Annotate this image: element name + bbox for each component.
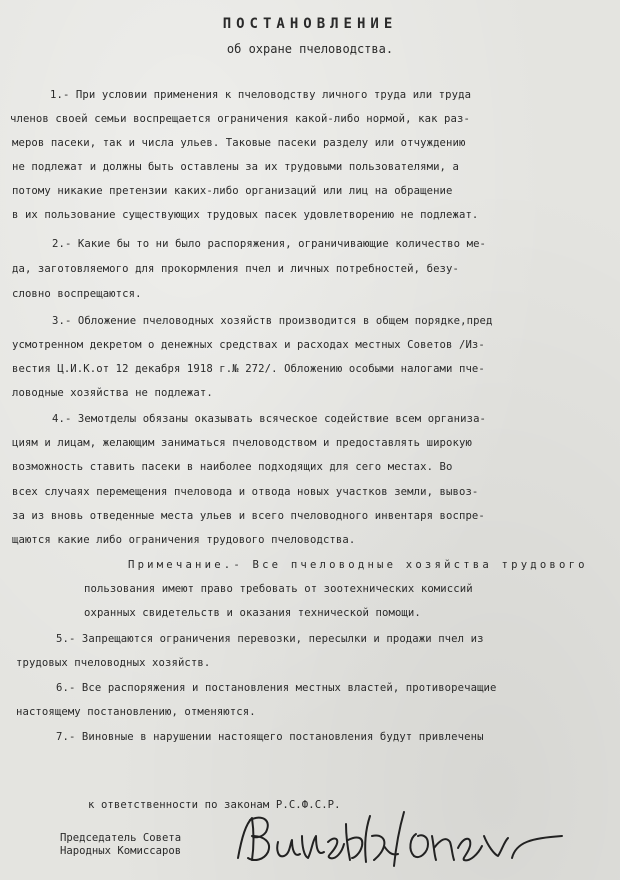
- text-line: 4.- Земотделы обязаны оказывать всяческое содействие всем организа-: [52, 413, 487, 425]
- text-line: членов своей семьи воспрещается ограничения какой-либо нормой, как раз-: [10, 113, 470, 125]
- note-line: охранных свидетельств и оказания технической помощи.: [84, 607, 421, 619]
- text-line: 2.- Какие бы то ни было распоряжения, ограничивающие количество ме-: [52, 238, 487, 250]
- note-line: пользования имеют право требовать от зоотехнических комиссий: [84, 583, 473, 595]
- text-line: вестия Ц.И.К.от 12 декабря 1918 г.№ 272/. Обложению особыми налогами пче-: [12, 363, 485, 375]
- signatory-title: Народных Комиссаров: [60, 845, 182, 857]
- text-line: за из вновь отведенные места ульев и всего пчеловодного инвентаря воспре-: [12, 510, 485, 522]
- text-line: ловодные хозяйства не подлежат.: [12, 387, 213, 399]
- text-line: не подлежат и должны быть оставлены за их трудовыми пользователями, а: [12, 161, 459, 173]
- note-line: Примечание.- Все пчеловодные хозяйства трудового: [128, 559, 588, 571]
- text-line: 5.- Запрещаются ограничения перевозки, пересылки и продажи пчел из: [56, 633, 484, 645]
- text-line: 6.- Все распоряжения и постановления местных властей, противоречащие: [56, 682, 497, 694]
- text-line: настоящему постановлению, отменяются.: [16, 706, 256, 718]
- text-line: меров пасеки, так и числа ульев. Таковые пасеки разделу или отчуждению: [12, 137, 466, 149]
- text-line: да, заготовляемого для прокормления пчел и личных потребностей, безу-: [12, 263, 459, 275]
- text-line: 3.- Обложение пчеловодных хозяйств производится в общем порядке,пред: [52, 315, 493, 327]
- text-line: 1.- При условии применения к пчеловодству личного труда или труда: [50, 89, 472, 101]
- text-line: возможность ставить пасеки в наиболее подходящих для сего местах. Во: [12, 461, 453, 473]
- document-subtitle: об охране пчеловодства.: [226, 42, 394, 56]
- text-line: к ответственности по законам Р.С.Ф.С.Р.: [88, 799, 341, 811]
- text-line: словно воспрещаются.: [12, 288, 142, 300]
- text-line: щаются какие либо ограничения трудового пчеловодства.: [12, 534, 356, 546]
- text-line: усмотренном декретом о денежных средствах и расходах местных Советов /Из-: [12, 339, 485, 351]
- text-line: потому никакие претензии каких-либо организаций или лиц на обращение: [12, 185, 453, 197]
- text-line: 7.- Виновные в нарушении настоящего постановления будут привлечены: [56, 731, 484, 743]
- handwritten-signature: [232, 806, 602, 870]
- text-line: трудовых пчеловодных хозяйств.: [16, 657, 211, 669]
- text-line: циям и лицам, желающим заниматься пчеловодством и предоставлять широкую: [12, 437, 472, 449]
- signatory-title: Председатель Совета: [60, 832, 182, 844]
- text-line: всех случаях перемещения пчеловода и отвода новых участков земли, вывоз-: [12, 486, 479, 498]
- document-title: ПОСТАНОВЛЕНИЕ: [222, 16, 398, 32]
- text-line: в их пользование существующих трудовых пасек удовлетворению не подлежат.: [12, 209, 479, 221]
